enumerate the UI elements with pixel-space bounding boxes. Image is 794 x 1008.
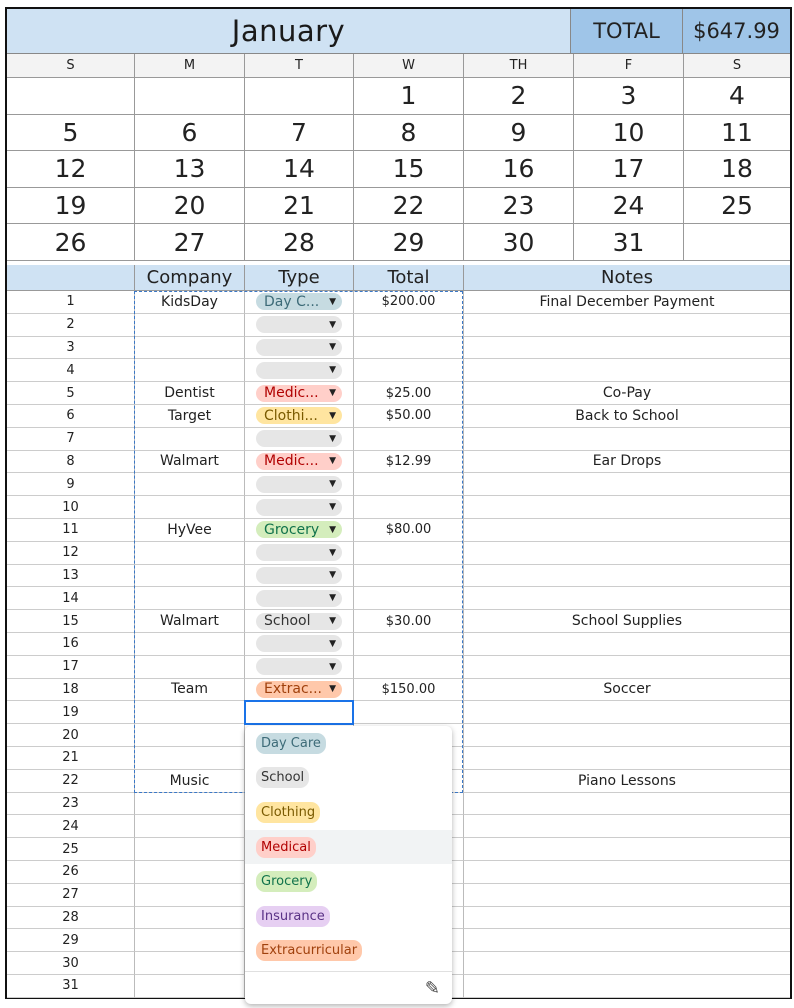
table-row xyxy=(7,314,790,337)
type-cell[interactable] xyxy=(245,405,354,428)
type-chip[interactable] xyxy=(256,316,342,333)
dropdown-arrow-icon[interactable]: ▼ xyxy=(329,638,336,649)
dropdown-arrow-icon[interactable]: ▼ xyxy=(329,570,336,581)
notes-cell[interactable] xyxy=(464,542,790,565)
company-cell[interactable] xyxy=(135,656,245,679)
dropdown-arrow-icon[interactable]: ▼ xyxy=(329,524,336,535)
total-cell[interactable] xyxy=(354,428,464,451)
total-cell[interactable] xyxy=(354,701,464,724)
calendar-day-cell[interactable]: 10 xyxy=(574,115,684,152)
total-label[interactable]: TOTAL xyxy=(571,9,683,53)
option-chip: Insurance xyxy=(256,906,330,927)
total-cell[interactable]: $150.00 xyxy=(354,679,464,702)
company-cell[interactable] xyxy=(135,473,245,496)
notes-cell[interactable]: School Supplies xyxy=(464,610,790,633)
calendar-day-cell[interactable]: 14 xyxy=(245,151,354,188)
dropdown-arrow-icon[interactable]: ▼ xyxy=(329,616,336,627)
type-cell[interactable] xyxy=(245,473,354,496)
notes-cell[interactable]: Soccer xyxy=(464,679,790,702)
expense-table-header xyxy=(7,265,790,291)
type-cell[interactable] xyxy=(245,656,354,679)
row-number[interactable]: 30 xyxy=(7,952,135,975)
calendar-day-cell[interactable]: 3 xyxy=(574,78,684,115)
option-chip: Medical xyxy=(256,837,316,858)
table-row xyxy=(7,405,790,428)
notes-cell[interactable] xyxy=(464,815,790,838)
type-cell[interactable] xyxy=(245,428,354,451)
calendar-day-cell[interactable]: 20 xyxy=(135,188,245,225)
type-chip[interactable] xyxy=(256,453,342,470)
table-row xyxy=(7,382,790,405)
notes-cell[interactable]: Co-Pay xyxy=(464,382,790,405)
company-cell[interactable]: Target xyxy=(135,405,245,428)
notes-cell[interactable] xyxy=(464,337,790,360)
calendar-day-cell[interactable]: 1 xyxy=(354,78,464,115)
type-cell[interactable] xyxy=(245,496,354,519)
type-chip[interactable] xyxy=(256,293,342,310)
row-number[interactable]: 10 xyxy=(7,496,135,519)
company-cell[interactable] xyxy=(135,907,245,930)
type-cell[interactable] xyxy=(245,291,354,314)
total-cell[interactable] xyxy=(354,633,464,656)
notes-cell[interactable] xyxy=(464,701,790,724)
notes-cell[interactable]: Final December Payment xyxy=(464,291,790,314)
type-chip-label: Day C... xyxy=(264,293,320,310)
dropdown-arrow-icon[interactable]: ▼ xyxy=(329,661,336,672)
company-cell[interactable] xyxy=(135,337,245,360)
type-cell[interactable] xyxy=(245,451,354,474)
total-cell[interactable] xyxy=(354,542,464,565)
row-number[interactable]: 25 xyxy=(7,838,135,861)
row-number[interactable]: 6 xyxy=(7,405,135,428)
day-of-week-header[interactable]: S xyxy=(684,54,790,78)
total-cell[interactable] xyxy=(354,359,464,382)
row-number[interactable]: 29 xyxy=(7,929,135,952)
company-cell[interactable] xyxy=(135,428,245,451)
row-number[interactable]: 20 xyxy=(7,724,135,747)
company-cell[interactable]: Music xyxy=(135,770,245,793)
row-number[interactable]: 5 xyxy=(7,382,135,405)
calendar-day-cell[interactable]: 29 xyxy=(354,224,464,261)
dropdown-arrow-icon[interactable]: ▼ xyxy=(329,547,336,558)
row-number[interactable]: 4 xyxy=(7,359,135,382)
dropdown-arrow-icon[interactable]: ▼ xyxy=(329,319,336,330)
table-row xyxy=(7,679,790,702)
notes-cell[interactable] xyxy=(464,975,790,998)
header-type[interactable]: Type xyxy=(245,265,354,291)
company-cell[interactable]: KidsDay xyxy=(135,291,245,314)
company-cell[interactable] xyxy=(135,701,245,724)
type-cell[interactable] xyxy=(245,610,354,633)
notes-cell[interactable] xyxy=(464,496,790,519)
type-chip[interactable] xyxy=(256,658,342,675)
type-chip-label: Grocery xyxy=(264,521,320,538)
table-row xyxy=(7,473,790,496)
total-cell[interactable] xyxy=(354,656,464,679)
notes-cell[interactable] xyxy=(464,519,790,542)
dropdown-arrow-icon[interactable]: ▼ xyxy=(329,365,336,376)
dropdown-option[interactable] xyxy=(245,934,452,969)
table-row xyxy=(7,565,790,588)
total-cell[interactable]: $200.00 xyxy=(354,291,464,314)
company-cell[interactable] xyxy=(135,952,245,975)
type-chip[interactable] xyxy=(256,590,342,607)
total-value[interactable]: $647.99 xyxy=(683,9,790,53)
type-chip-label: Medic... xyxy=(264,453,319,470)
row-number[interactable]: 24 xyxy=(7,815,135,838)
header-total[interactable]: Total xyxy=(354,265,464,291)
row-number[interactable]: 22 xyxy=(7,770,135,793)
type-cell[interactable] xyxy=(245,587,354,610)
type-cell[interactable] xyxy=(245,679,354,702)
notes-cell[interactable] xyxy=(464,633,790,656)
calendar-day-cell[interactable]: 19 xyxy=(7,188,135,225)
type-chip[interactable] xyxy=(256,544,342,561)
dropdown-option[interactable] xyxy=(245,864,452,899)
calendar-day-cell[interactable]: 30 xyxy=(464,224,574,261)
company-cell[interactable] xyxy=(135,496,245,519)
company-cell[interactable]: Walmart xyxy=(135,610,245,633)
calendar-day-cell[interactable]: 15 xyxy=(354,151,464,188)
row-number[interactable]: 23 xyxy=(7,793,135,816)
dropdown-arrow-icon[interactable]: ▼ xyxy=(329,388,336,399)
type-chip-label: School xyxy=(264,613,311,630)
notes-cell[interactable]: Piano Lessons xyxy=(464,770,790,793)
company-cell[interactable]: Team xyxy=(135,679,245,702)
dropdown-options xyxy=(245,726,452,968)
type-chip[interactable] xyxy=(256,362,342,379)
total-cell[interactable] xyxy=(354,565,464,588)
calendar-day-cell[interactable] xyxy=(7,78,135,115)
company-cell[interactable]: Walmart xyxy=(135,451,245,474)
company-cell[interactable] xyxy=(135,633,245,656)
type-cell[interactable] xyxy=(245,314,354,337)
calendar-day-cell[interactable]: 5 xyxy=(7,115,135,152)
calendar-day-cell[interactable]: 24 xyxy=(574,188,684,225)
table-row xyxy=(7,633,790,656)
row-number[interactable]: 26 xyxy=(7,861,135,884)
row-number[interactable]: 3 xyxy=(7,337,135,360)
month-title[interactable]: January xyxy=(7,9,571,53)
total-cell[interactable] xyxy=(354,337,464,360)
company-cell[interactable] xyxy=(135,724,245,747)
row-number[interactable]: 12 xyxy=(7,542,135,565)
pencil-icon[interactable]: ✎ xyxy=(424,978,440,999)
table-row xyxy=(7,291,790,314)
table-row xyxy=(7,359,790,382)
dropdown-footer xyxy=(245,971,452,1004)
month-header xyxy=(7,9,790,54)
calendar-grid xyxy=(7,78,790,261)
row-number[interactable]: 16 xyxy=(7,633,135,656)
type-chip-label: Medic... xyxy=(264,385,319,402)
dropdown-arrow-icon[interactable]: ▼ xyxy=(329,479,336,490)
option-chip: Clothing xyxy=(256,802,320,823)
calendar-day-cell[interactable]: 23 xyxy=(464,188,574,225)
total-cell[interactable]: $12.99 xyxy=(354,451,464,474)
table-row xyxy=(7,542,790,565)
type-cell[interactable] xyxy=(245,633,354,656)
header-row-number[interactable] xyxy=(7,265,135,291)
total-cell[interactable]: $25.00 xyxy=(354,382,464,405)
row-number[interactable]: 27 xyxy=(7,884,135,907)
notes-cell[interactable] xyxy=(464,587,790,610)
row-number[interactable]: 19 xyxy=(7,701,135,724)
calendar-day-cell[interactable]: 17 xyxy=(574,151,684,188)
option-chip: Grocery xyxy=(256,871,317,892)
calendar-day-cell[interactable]: 13 xyxy=(135,151,245,188)
type-dropdown-menu xyxy=(245,726,452,1004)
row-number[interactable]: 13 xyxy=(7,565,135,588)
calendar-day-cell[interactable]: 8 xyxy=(354,115,464,152)
dropdown-arrow-icon[interactable]: ▼ xyxy=(329,433,336,444)
notes-cell[interactable] xyxy=(464,861,790,884)
calendar-day-cell[interactable]: 27 xyxy=(135,224,245,261)
option-chip: Day Care xyxy=(256,733,326,754)
notes-cell[interactable] xyxy=(464,314,790,337)
calendar-day-cell[interactable]: 9 xyxy=(464,115,574,152)
type-chip[interactable] xyxy=(256,430,342,447)
type-cell[interactable] xyxy=(245,519,354,542)
company-cell[interactable] xyxy=(135,747,245,770)
total-cell[interactable]: $30.00 xyxy=(354,610,464,633)
total-cell[interactable]: $50.00 xyxy=(354,405,464,428)
notes-cell[interactable] xyxy=(464,838,790,861)
table-row xyxy=(7,701,790,724)
row-number[interactable]: 2 xyxy=(7,314,135,337)
option-chip: School xyxy=(256,767,309,788)
option-chip: Extracurricular xyxy=(256,940,362,961)
row-number[interactable]: 15 xyxy=(7,610,135,633)
notes-cell[interactable] xyxy=(464,747,790,770)
notes-cell[interactable] xyxy=(464,907,790,930)
calendar-day-cell[interactable]: 22 xyxy=(354,188,464,225)
dropdown-option[interactable] xyxy=(245,830,452,865)
calendar-day-cell[interactable]: 7 xyxy=(245,115,354,152)
calendar-day-cell[interactable]: 12 xyxy=(7,151,135,188)
day-of-week-header[interactable]: W xyxy=(354,54,464,78)
type-chip[interactable] xyxy=(256,476,342,493)
dropdown-arrow-icon[interactable]: ▼ xyxy=(329,410,336,421)
type-chip[interactable] xyxy=(256,499,342,516)
dropdown-arrow-icon[interactable]: ▼ xyxy=(329,593,336,604)
calendar-day-cell[interactable] xyxy=(684,224,790,261)
company-cell[interactable] xyxy=(135,975,245,998)
day-of-week-header[interactable]: TH xyxy=(464,54,574,78)
company-cell[interactable] xyxy=(135,793,245,816)
calendar-day-cell[interactable] xyxy=(245,78,354,115)
type-chip[interactable] xyxy=(256,635,342,652)
day-of-week-header[interactable]: M xyxy=(135,54,245,78)
calendar-day-cell[interactable]: 21 xyxy=(245,188,354,225)
dropdown-option[interactable] xyxy=(245,761,452,796)
day-of-week-header[interactable]: T xyxy=(245,54,354,78)
row-number[interactable]: 11 xyxy=(7,519,135,542)
row-number[interactable]: 14 xyxy=(7,587,135,610)
company-cell[interactable] xyxy=(135,815,245,838)
dropdown-arrow-icon[interactable]: ▼ xyxy=(329,456,336,467)
day-of-week-header[interactable]: F xyxy=(574,54,684,78)
calendar-day-cell[interactable]: 26 xyxy=(7,224,135,261)
total-cell[interactable] xyxy=(354,496,464,519)
type-chip-label: Extrac... xyxy=(264,681,323,698)
notes-cell[interactable] xyxy=(464,952,790,975)
type-chip[interactable] xyxy=(256,681,342,698)
calendar-day-cell[interactable]: 4 xyxy=(684,78,790,115)
notes-cell[interactable] xyxy=(464,656,790,679)
type-chip[interactable] xyxy=(256,385,342,402)
total-cell[interactable] xyxy=(354,587,464,610)
calendar-day-cell[interactable]: 31 xyxy=(574,224,684,261)
table-row xyxy=(7,656,790,679)
header-company[interactable]: Company xyxy=(135,265,245,291)
company-cell[interactable] xyxy=(135,587,245,610)
calendar-day-cell[interactable]: 16 xyxy=(464,151,574,188)
dropdown-arrow-icon[interactable]: ▼ xyxy=(329,684,336,695)
notes-cell[interactable] xyxy=(464,473,790,496)
dropdown-arrow-icon[interactable]: ▼ xyxy=(329,502,336,513)
company-cell[interactable] xyxy=(135,314,245,337)
company-cell[interactable]: Dentist xyxy=(135,382,245,405)
notes-cell[interactable]: Ear Drops xyxy=(464,451,790,474)
calendar-day-cell[interactable]: 11 xyxy=(684,115,790,152)
calendar-day-cell[interactable]: 2 xyxy=(464,78,574,115)
row-number[interactable]: 17 xyxy=(7,656,135,679)
row-number[interactable]: 7 xyxy=(7,428,135,451)
calendar-day-cell[interactable] xyxy=(135,78,245,115)
dropdown-option[interactable] xyxy=(245,726,452,761)
type-cell[interactable] xyxy=(245,359,354,382)
company-cell[interactable] xyxy=(135,884,245,907)
type-chip-label: Clothi... xyxy=(264,407,318,424)
table-row xyxy=(7,337,790,360)
company-cell[interactable]: HyVee xyxy=(135,519,245,542)
type-cell[interactable] xyxy=(245,565,354,588)
table-row xyxy=(7,451,790,474)
type-chip[interactable] xyxy=(256,339,342,356)
total-cell[interactable]: $80.00 xyxy=(354,519,464,542)
calendar-day-cell[interactable]: 28 xyxy=(245,224,354,261)
dropdown-option[interactable] xyxy=(245,899,452,934)
total-cell[interactable] xyxy=(354,473,464,496)
table-row xyxy=(7,587,790,610)
row-number[interactable]: 18 xyxy=(7,679,135,702)
company-cell[interactable] xyxy=(135,565,245,588)
notes-cell[interactable] xyxy=(464,929,790,952)
table-row xyxy=(7,496,790,519)
total-cell[interactable] xyxy=(354,314,464,337)
notes-cell[interactable] xyxy=(464,428,790,451)
type-cell[interactable] xyxy=(245,542,354,565)
day-of-week-header[interactable]: S xyxy=(7,54,135,78)
row-number[interactable]: 1 xyxy=(7,291,135,314)
company-cell[interactable] xyxy=(135,838,245,861)
notes-cell[interactable] xyxy=(464,793,790,816)
row-number[interactable]: 9 xyxy=(7,473,135,496)
table-row xyxy=(7,610,790,633)
notes-cell[interactable] xyxy=(464,724,790,747)
day-of-week-row xyxy=(7,54,790,78)
active-cell[interactable] xyxy=(244,700,354,725)
notes-cell[interactable]: Back to School xyxy=(464,405,790,428)
calendar-day-cell[interactable]: 6 xyxy=(135,115,245,152)
type-chip[interactable] xyxy=(256,613,342,630)
company-cell[interactable] xyxy=(135,861,245,884)
row-number[interactable]: 28 xyxy=(7,907,135,930)
notes-cell[interactable] xyxy=(464,359,790,382)
row-number[interactable]: 8 xyxy=(7,451,135,474)
table-row xyxy=(7,428,790,451)
dropdown-arrow-icon[interactable]: ▼ xyxy=(329,342,336,353)
company-cell[interactable] xyxy=(135,359,245,382)
company-cell[interactable] xyxy=(135,929,245,952)
row-number[interactable]: 31 xyxy=(7,975,135,998)
dropdown-arrow-icon[interactable]: ▼ xyxy=(329,296,336,307)
table-row xyxy=(7,519,790,542)
notes-cell[interactable] xyxy=(464,884,790,907)
type-chip[interactable] xyxy=(256,407,342,424)
dropdown-option[interactable] xyxy=(245,795,452,830)
type-chip[interactable] xyxy=(256,521,342,538)
calendar-day-cell[interactable]: 25 xyxy=(684,188,790,225)
calendar-day-cell[interactable]: 18 xyxy=(684,151,790,188)
type-cell[interactable] xyxy=(245,337,354,360)
notes-cell[interactable] xyxy=(464,565,790,588)
header-notes[interactable]: Notes xyxy=(464,265,790,291)
type-cell[interactable] xyxy=(245,382,354,405)
type-chip[interactable] xyxy=(256,567,342,584)
company-cell[interactable] xyxy=(135,542,245,565)
row-number[interactable]: 21 xyxy=(7,747,135,770)
